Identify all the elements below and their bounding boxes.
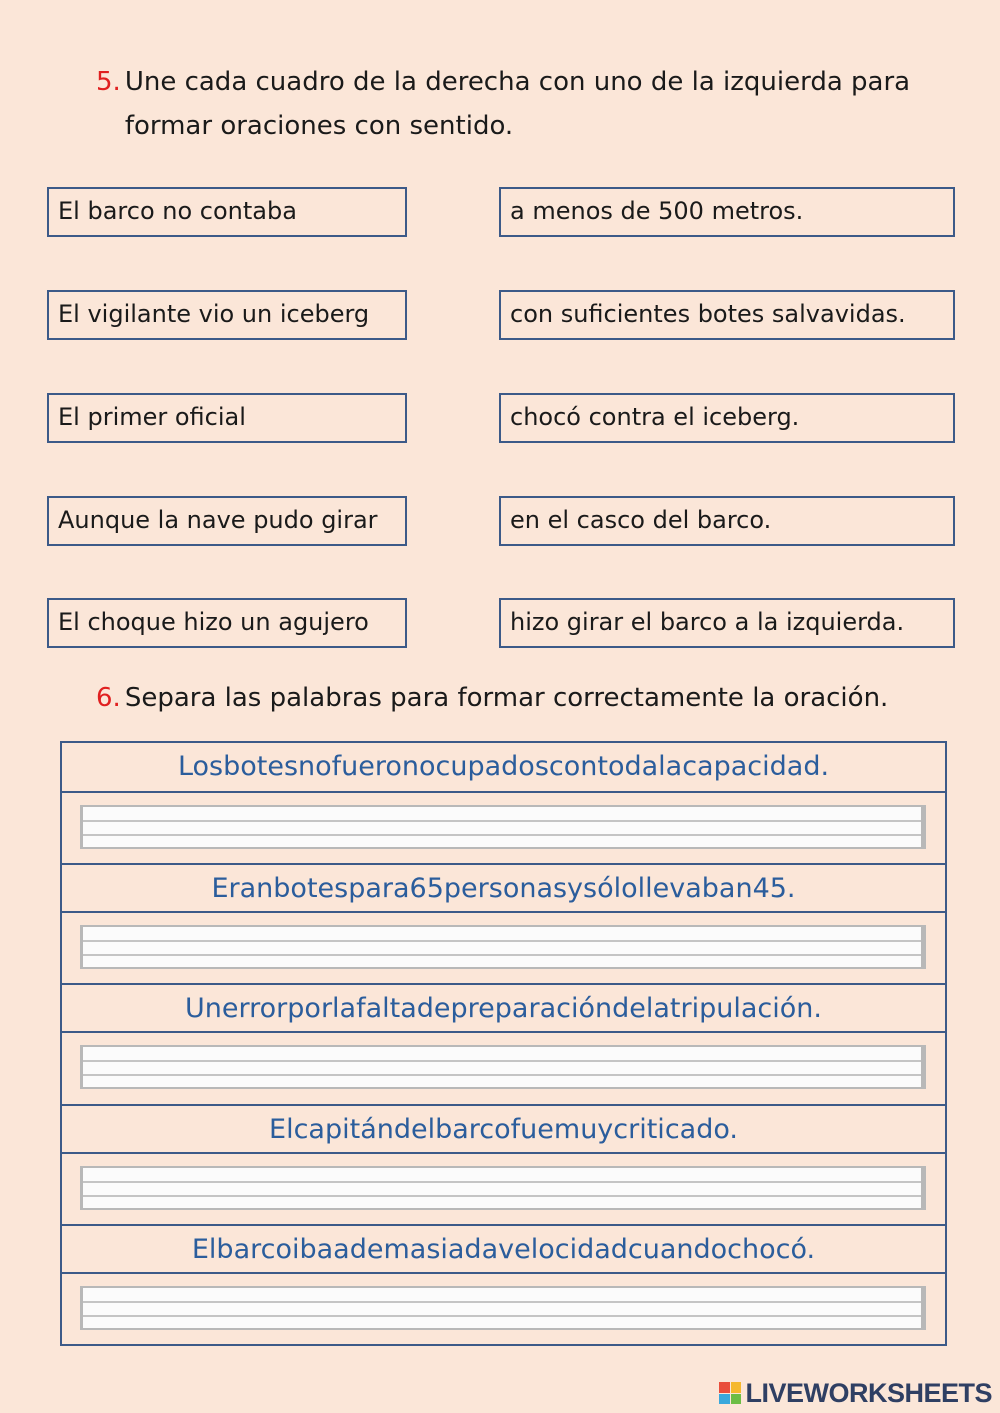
question-instruction: Separa las palabras para formar correctamente la oración. — [124, 683, 889, 713]
answer-input[interactable] — [80, 925, 926, 969]
answer-row — [62, 911, 945, 983]
joined-sentence: Eranbotespara65personasysólollevaban45. — [62, 863, 945, 911]
answer-input[interactable] — [80, 1166, 926, 1210]
answer-input[interactable] — [80, 1045, 926, 1089]
brand-name: LIVEWORKSHEETS — [745, 1377, 992, 1408]
question-number: 6. — [96, 683, 121, 713]
joined-sentence: Unerrorporlafaltadepreparacióndelatripulación. — [62, 983, 945, 1031]
match-right-box[interactable]: en el casco del barco. — [499, 496, 955, 546]
sentence-table — [60, 741, 947, 1346]
joined-sentence: Elbarcoibaademasiadavelocidadcuandochocó. — [62, 1224, 945, 1272]
liveworksheets-logo — [719, 1376, 992, 1410]
match-right-box[interactable]: hizo girar el barco a la izquierda. — [499, 598, 955, 648]
match-left-box[interactable]: Aunque la nave pudo girar — [47, 496, 407, 546]
question-instruction: Une cada cuadro de la derecha con uno de la izquierda para formar oraciones con sentido. — [124, 67, 911, 141]
question-6-title — [96, 676, 976, 720]
joined-sentence: Losbotesnofueronocupadoscontodalacapacidad. — [177, 751, 830, 782]
answer-input[interactable] — [80, 1286, 926, 1330]
match-left-box[interactable]: El choque hizo un agujero — [47, 598, 407, 648]
match-left-box[interactable]: El vigilante vio un iceberg — [47, 290, 407, 340]
question-5-title — [96, 60, 956, 148]
answer-row — [62, 1152, 945, 1224]
answer-row — [62, 791, 945, 863]
answer-row — [62, 1031, 945, 1103]
liveworksheets-logo-icon — [719, 1382, 741, 1404]
match-left-box[interactable]: El primer oficial — [47, 393, 407, 443]
question-number: 5. — [96, 67, 121, 97]
match-right-box[interactable]: chocó contra el iceberg. — [499, 393, 955, 443]
answer-input[interactable] — [80, 805, 926, 849]
joined-sentence: Elcapitándelbarcofuemuycriticado. — [62, 1104, 945, 1152]
match-right-box[interactable]: con suficientes botes salvavidas. — [499, 290, 955, 340]
match-right-box[interactable]: a menos de 500 metros. — [499, 187, 955, 237]
match-left-box[interactable]: El barco no contaba — [47, 187, 407, 237]
answer-row — [62, 1272, 945, 1344]
